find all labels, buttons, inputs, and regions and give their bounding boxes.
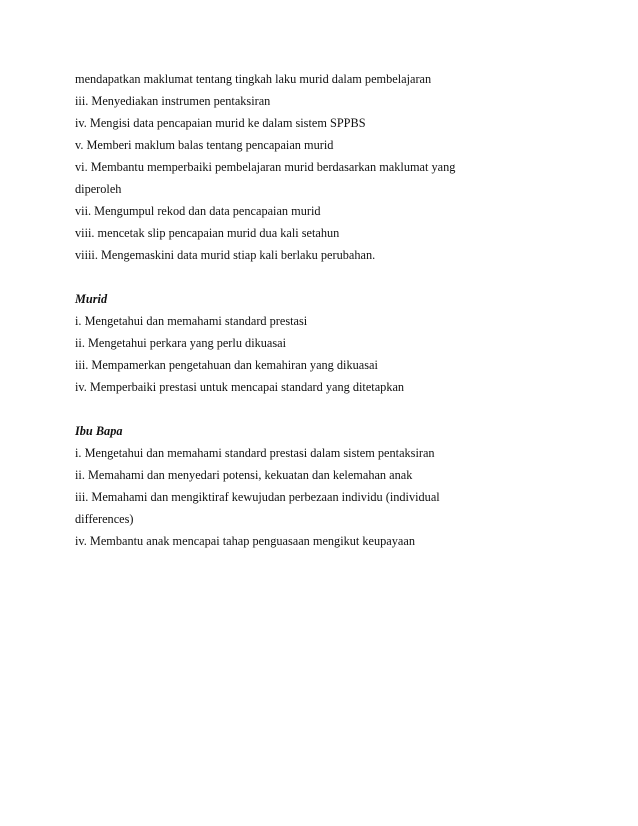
section-heading-ibu-bapa: Ibu Bapa: [75, 424, 123, 438]
list-item: iv. Memperbaiki prestasi untuk mencapai standard yang ditetapkan: [75, 380, 405, 394]
list-item: vii. Mengumpul rekod dan data pencapaian murid: [75, 204, 321, 218]
list-item: i. Mengetahui dan memahami standard prestasi: [75, 314, 308, 328]
list-item: ii. Memahami dan menyedari potensi, kekuatan dan kelemahan anak: [75, 468, 413, 482]
list-item: iii. Mempamerkan pengetahuan dan kemahiran yang dikuasai: [75, 358, 378, 372]
list-item: i. Mengetahui dan memahami standard prestasi dalam sistem pentaksiran: [75, 446, 435, 460]
list-item-continuation: differences): [75, 512, 134, 526]
list-item-continuation: diperoleh: [75, 182, 122, 196]
document-body: [75, 68, 575, 552]
list-item: viiii. Mengemaskini data murid stiap kali berlaku perubahan.: [75, 248, 376, 262]
list-item: viii. mencetak slip pencapaian murid dua kali setahun: [75, 226, 340, 240]
list-item: iii. Menyediakan instrumen pentaksiran: [75, 94, 271, 108]
list-item: vi. Membantu memperbaiki pembelajaran murid berdasarkan maklumat yang: [75, 160, 456, 174]
list-item: v. Memberi maklum balas tentang pencapaian murid: [75, 138, 334, 152]
list-item: iv. Membantu anak mencapai tahap penguasaan mengikut keupayaan: [75, 534, 415, 548]
paragraph-line: mendapatkan maklumat tentang tingkah laku murid dalam pembelajaran: [75, 72, 432, 86]
list-item: iv. Mengisi data pencapaian murid ke dalam sistem SPPBS: [75, 116, 366, 130]
section-spacer: [75, 266, 575, 288]
list-item: ii. Mengetahui perkara yang perlu dikuasai: [75, 336, 287, 350]
section-spacer: [75, 398, 575, 420]
section-heading-murid: Murid: [75, 292, 108, 306]
list-item: iii. Memahami dan mengiktiraf kewujudan perbezaan individu (individual: [75, 490, 440, 504]
